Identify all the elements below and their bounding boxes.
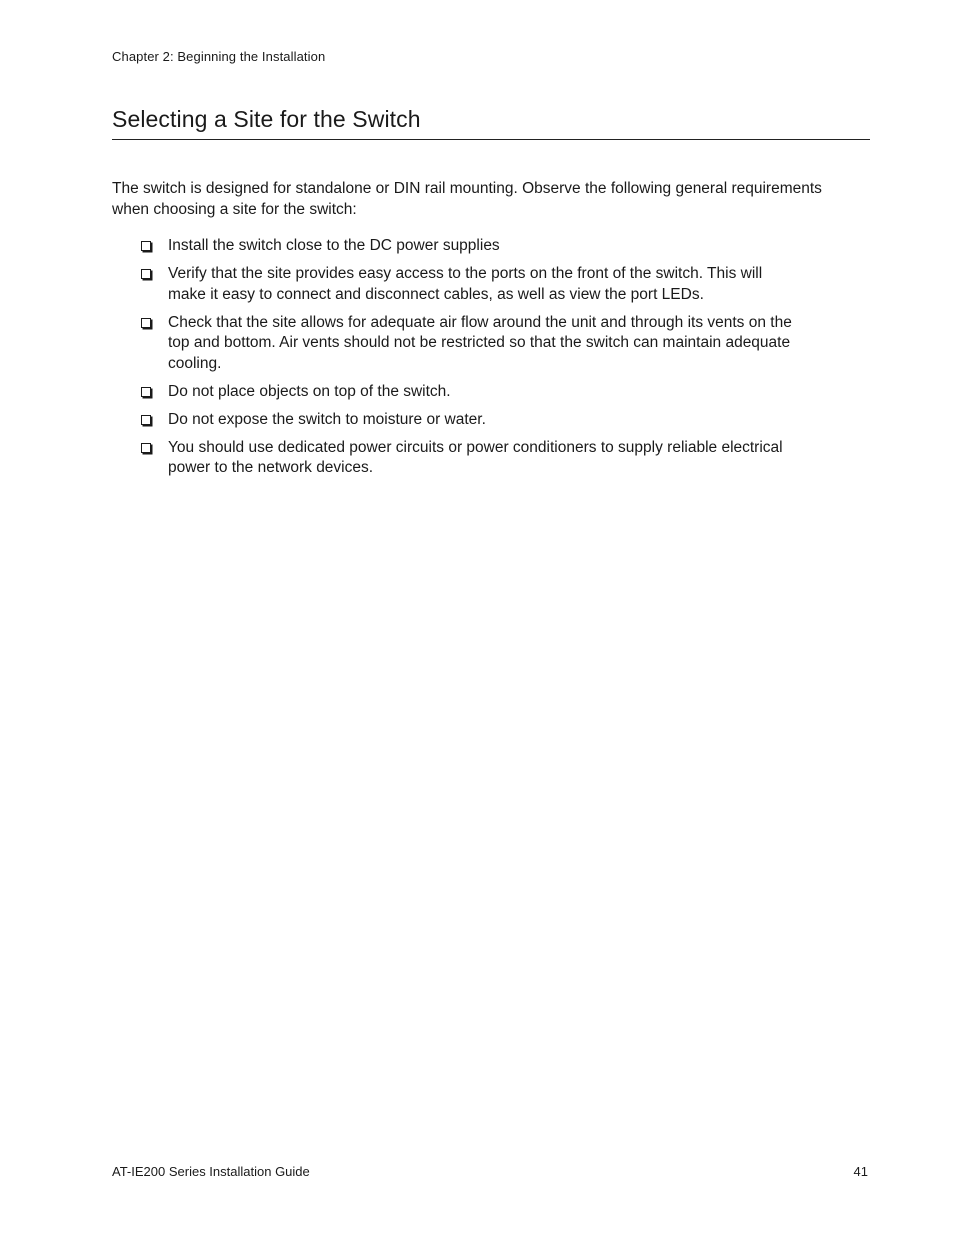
checkbox-bullet-icon [141, 241, 151, 251]
checkbox-bullet-icon [141, 415, 151, 425]
list-item-text: Do not expose the switch to moisture or water. [168, 410, 486, 428]
list-item-text: Do not place objects on top of the switch. [168, 382, 451, 400]
list-item [112, 313, 792, 375]
list-item-text: You should use dedicated power circuits or power conditioners to supply reliable electrical power to the network devices. [168, 438, 783, 476]
checkbox-bullet-icon [141, 387, 151, 397]
list-item-text: Install the switch close to the DC power supplies [168, 237, 500, 254]
running-header: Chapter 2: Beginning the Installation [112, 49, 326, 64]
title-rule [112, 139, 870, 140]
intro-paragraph: The switch is designed for standalone or DIN rail mounting. Observe the following general requirements when choosing a site for the switch: [112, 180, 822, 218]
list-item-text: Check that the site allows for adequate air flow around the unit and through its vents on the top and bottom. Air vents should not be restricted so that the switch can maintain adequate cooling. [168, 313, 792, 372]
list-item [112, 264, 792, 305]
checkbox-bullet-icon [141, 443, 151, 453]
checkbox-bullet-icon [141, 269, 151, 279]
list-item [112, 382, 792, 403]
section-title: Selecting a Site for the Switch [112, 106, 421, 132]
list-item [112, 410, 792, 431]
list-item-text: Verify that the site provides easy access to the ports on the front of the switch. This will make it easy to connect and disconnect cables, as well as view the port LEDs. [168, 265, 763, 303]
requirements-list [112, 236, 792, 486]
list-item [112, 236, 792, 257]
footer-guide-title: AT-IE200 Series Installation Guide [112, 1164, 310, 1179]
checkbox-bullet-icon [141, 318, 151, 328]
list-item [112, 438, 792, 479]
page-number: 41 [853, 1164, 868, 1179]
